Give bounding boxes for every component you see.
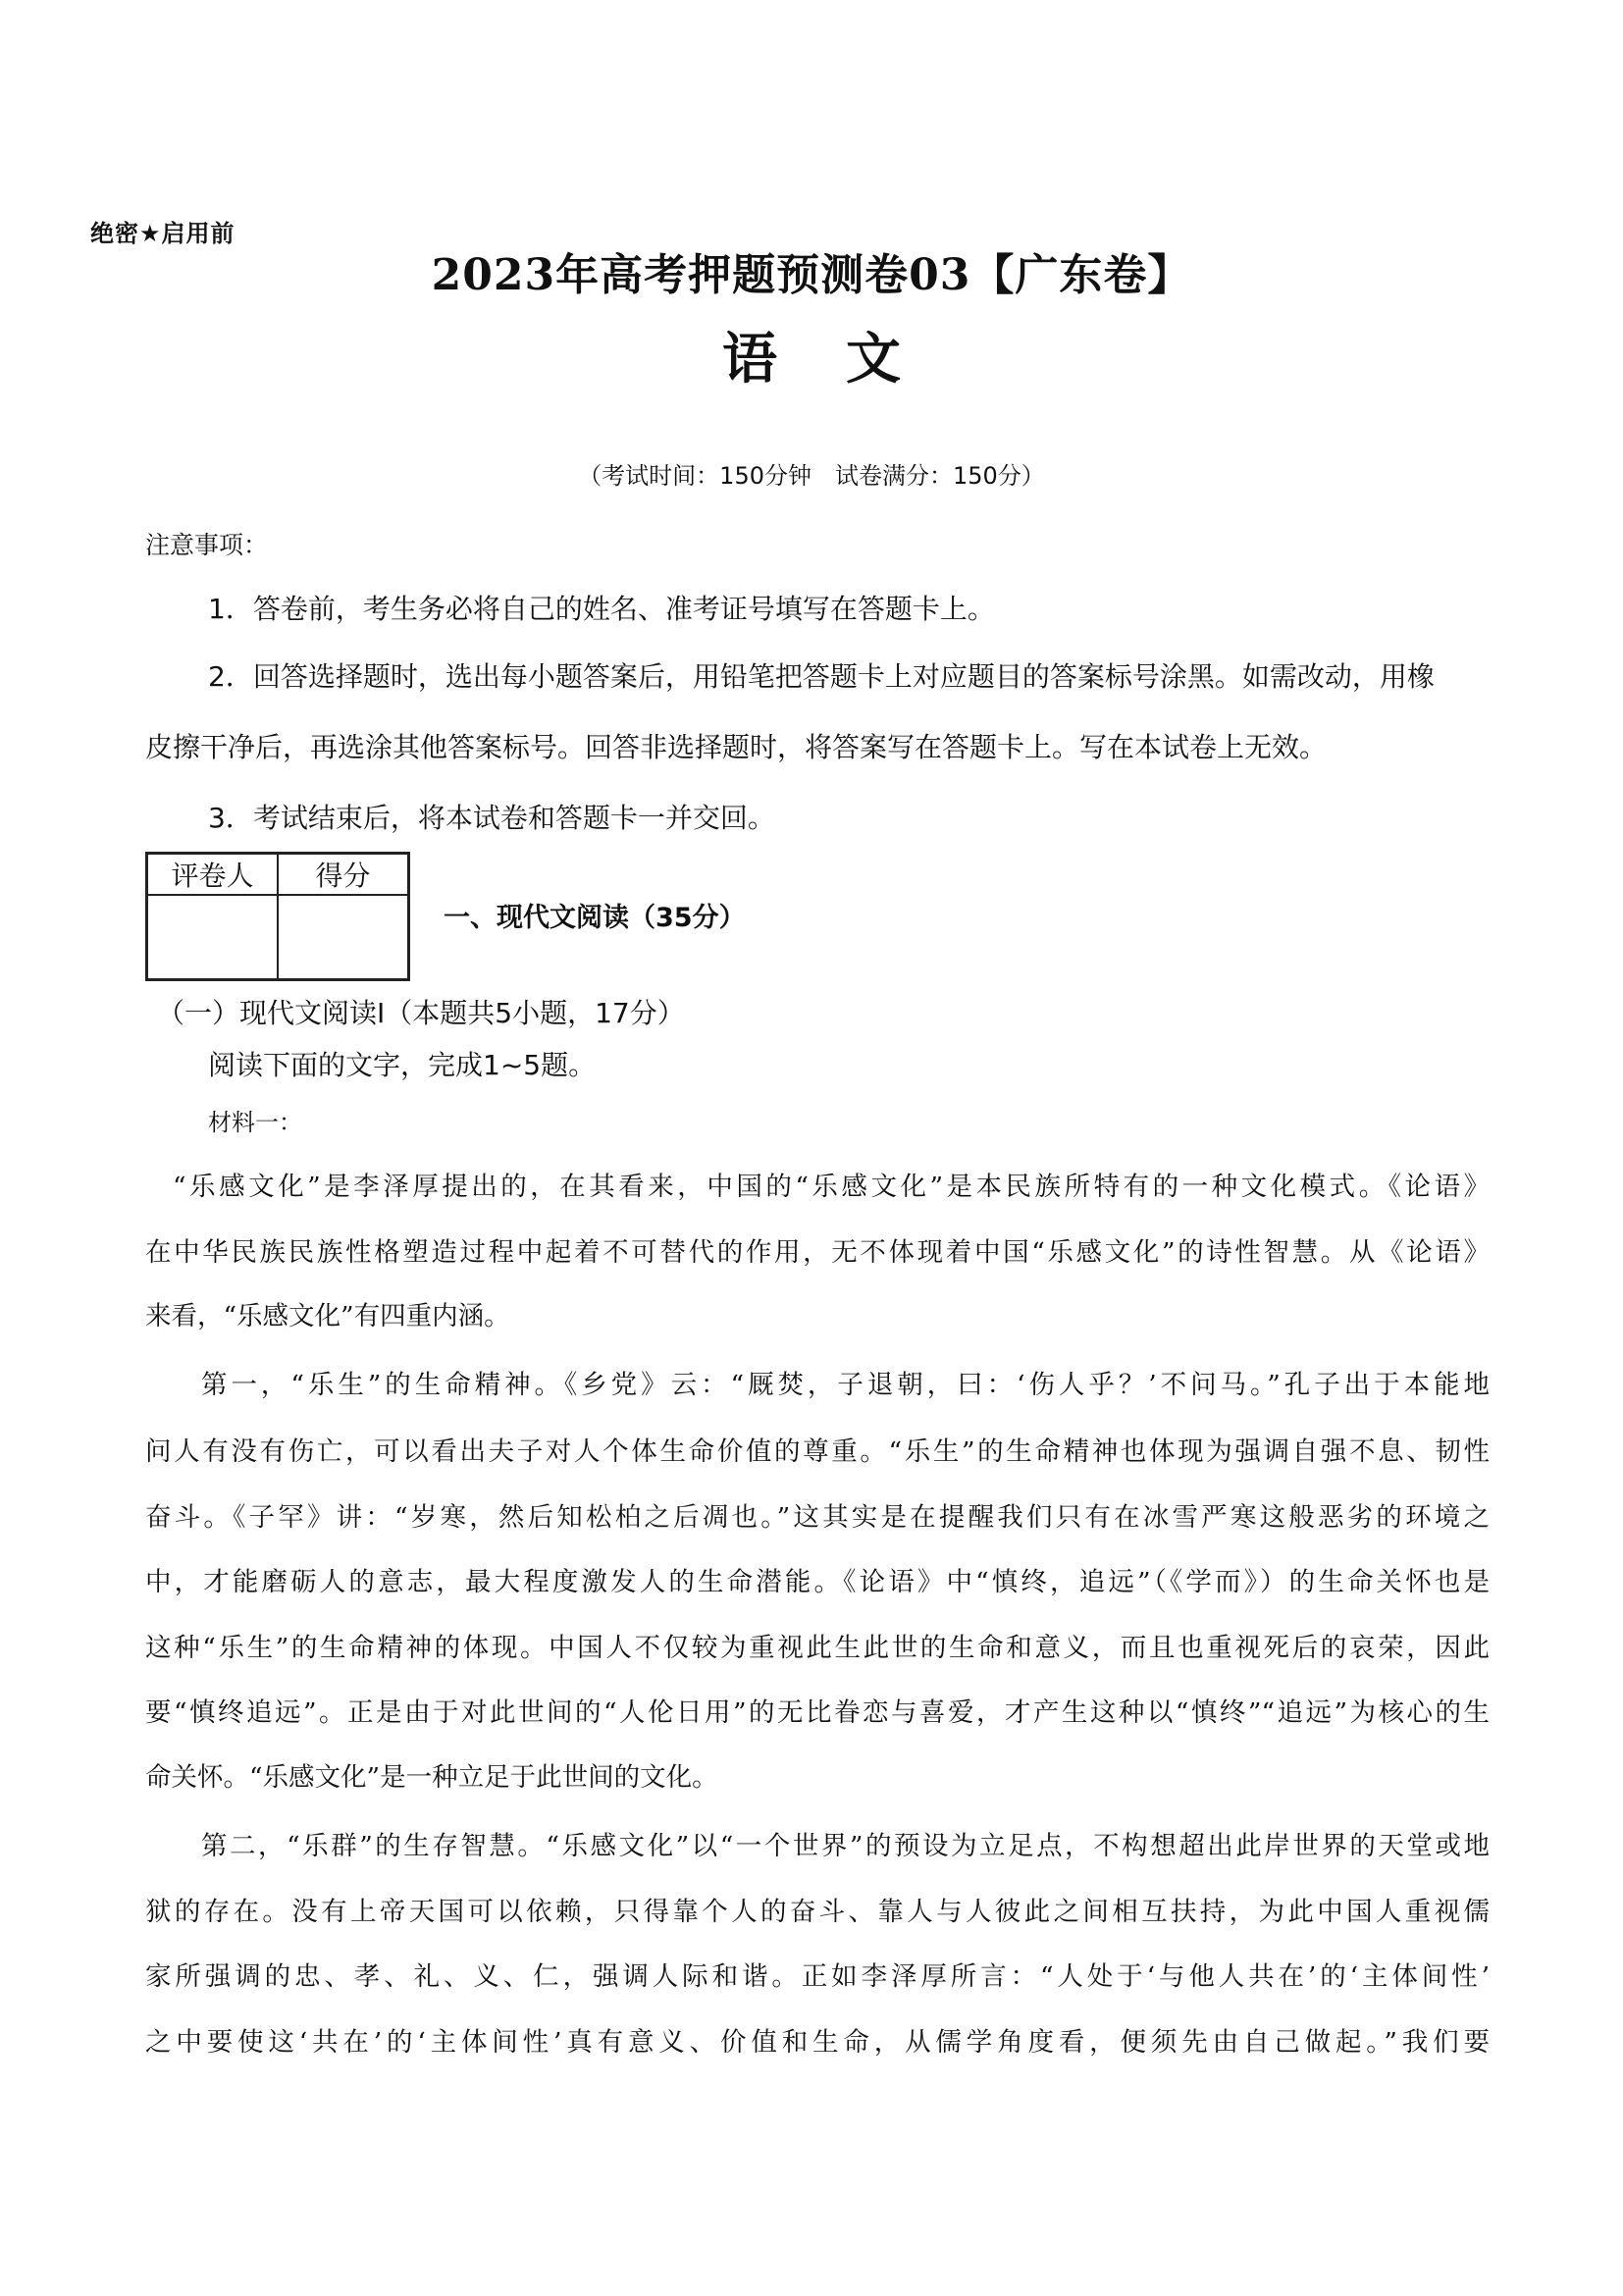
exam-title: 2023年高考押题预测卷03【广东卷】 (431, 250, 1192, 300)
secret-mark: 绝密★启用前 (90, 220, 236, 247)
score-table-header-grader: 评卷人 (147, 854, 279, 896)
notice-line: 1．答卷前，考生务必将自己的姓名、准考证号填写在答题卡上。 (208, 593, 995, 625)
paragraph-line: 之中要使这‘共在’的‘主体间性’真有意义、价值和生命，从儒学角度看，便须先由自己做起。”我们要 (145, 2027, 1490, 2058)
paragraph-line: “乐感文化”是李泽厚提出的，在其看来，中国的“乐感文化”是本民族所特有的一种文化模式。《论语》 (173, 1172, 1490, 1202)
notice-line: 3．考试结束后，将本试卷和答题卡一并交回。 (208, 802, 775, 834)
paragraph-line: 来看，“乐感文化”有四重内涵。 (145, 1301, 510, 1331)
paragraph-line: 中，才能磨砺人的意志，最大程度激发人的生命潜能。《论语》中“慎终，追远”（《学而》）的生命关怀也是 (145, 1567, 1490, 1597)
notice-line: 2．回答选择题时，选出每小题答案后，用铅笔把答题卡上对应题目的答案标号涂黑。如需改动，用橡 (208, 660, 1435, 693)
paragraph-line: 第二，“乐群”的生存智慧。“乐感文化”以“一个世界”的预设为立足点，不构想超出此岸世界的天堂或地 (201, 1831, 1490, 1861)
paragraph-line: 这种“乐生”的生命精神的体现。中国人不仅较为重视此生此世的生命和意义，而且也重视死后的哀荣，因此 (145, 1633, 1490, 1663)
score-table (145, 852, 410, 981)
section-title: 一、现代文阅读（35分） (444, 903, 746, 933)
paragraph-line: 狱的存在。没有上帝天国可以依赖，只得靠个人的奋斗、靠人与人彼此之间相互扶持，为此中国人重视儒 (145, 1897, 1490, 1927)
paragraph-line: 第一，“乐生”的生命精神。《乡党》云：“厩焚，子退朝，曰：‘伤人乎？’不问马。”孔子出于本能地 (201, 1370, 1490, 1400)
notice-line: 皮擦干净后，再选涂其他答案标号。回答非选择题时，将答案写在答题卡上。写在本试卷上无效。 (145, 731, 1328, 763)
grader-cell (147, 895, 279, 980)
material-label: 材料一： (208, 1109, 302, 1136)
part-title: （一）现代文阅读Ⅰ（本题共5小题，17分） (157, 997, 685, 1029)
score-table-header-score: 得分 (278, 854, 409, 896)
subject-title: 语文 (722, 327, 969, 391)
notice-heading: 注意事项： (145, 531, 269, 559)
reading-instruction: 阅读下面的文字，完成1~5题。 (208, 1049, 597, 1081)
paragraph-line: 命关怀。“乐感文化”是一种立足于此世间的文化。 (145, 1762, 718, 1793)
score-cell (278, 895, 409, 980)
paragraph-line: 奋斗。《子罕》讲：“岁寒，然后知松柏之后凋也。”这其实是在提醒我们只有在冰雪严寒这般恶劣的环境之 (145, 1502, 1490, 1533)
paragraph-line: 要“慎终追远”。正是由于对此世间的“人伦日用”的无比眷恋与喜爱，才产生这种以“慎终”“追远”为核心的生 (145, 1697, 1490, 1728)
paragraph-line: 问人有没有伤亡，可以看出夫子对人个体生命价值的尊重。“乐生”的生命精神也体现为强调自强不息、韧性 (145, 1436, 1490, 1467)
paragraph-line: 在中华民族民族性格塑造过程中起着不可替代的作用，无不体现着中国“乐感文化”的诗性智慧。从《论语》 (145, 1237, 1490, 1268)
exam-info: （考试时间：150分钟 试卷满分：150分） (578, 462, 1045, 490)
paragraph-line: 家所强调的忠、孝、礼、义、仁，强调人际和谐。正如李泽厚所言：“人处于‘与他人共在’的‘主体间性’ (145, 1961, 1490, 1992)
